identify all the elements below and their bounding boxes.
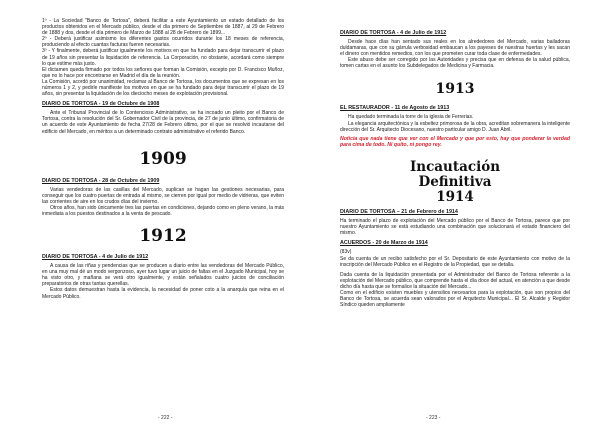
heading-jul-1912: DIARIO DE TORTOSA - 4 de Julio de 1912 <box>42 254 149 261</box>
para-top-5: La Comisión, acordó por unanimidad, reclamar al Banco de Tortosa, los documentos que se expresan en los números 1 y 2, y pedirle manifieste los motivos en que se ha fundado para dejar transcurrir el plazo de 19 años, sin presentar la liquidación de los dieciocho meses de explotación provisional. <box>42 78 284 98</box>
heading-jul-1912-right: DIARIO DE TORTOSA - 4 de Julio de 1912 <box>340 30 447 36</box>
para-1908: Ante el Tribunal Provincial de lo Contencioso Administrativo, se ha incoado un pleito por el Banco de Tortosa, contra la resolución del Sr. Gobernador Civil de la provincia, de 27 de junio último, confirmatoria de un acuerdo de este Ayuntamiento de fecha 27/28 de Febrero último, por el que se resolvió incautarse del edificio del Mercado, en méritos a un determinado contrato administrativo el referido Banco. <box>42 110 284 135</box>
heading-mar-1914: ACUERDOS - 20 de Marzo de 1914 <box>340 240 428 247</box>
heading-oct-1909: DIARIO DE TORTOSA - 28 de Octubre de 1909 <box>42 177 160 184</box>
para-top-2: 2º - Deberá justificar asimismo los diferentes gastos ocurridos durante los 18 meses de referencia, produciendo al efecto cuantas facturas fueren necesarias. <box>42 36 284 49</box>
year-1913: 1913 <box>435 81 475 98</box>
para-feb-1914: Ha terminado el plazo de explotación del Mercado público por el Banco de Tortosa, parece que por nuestro Ayuntamiento se está estudiando una combinación que solucionará el estado financiero del mismo. <box>340 218 570 237</box>
para-1912-2: Estos datos demuestran hasta la evidencia, la necesidad de poner coto a la anarquía que reina en el Mercado Público. <box>42 287 284 300</box>
para-1909-2: Otros años, han sido únicamente tres las puertas en condiciones, dejando como en pleno verano, la más inmediata a los puestos destinados a la venta de pescado. <box>42 204 284 217</box>
incautacion-title-line1: Incautación <box>409 159 501 176</box>
heading-feb-1914: DIARIO DE TORTOSA – 21 de Febrero de 1914 <box>340 209 458 216</box>
para-mar-1914-4: Como en el edificio existen muebles y utensilios necesarios para la explotación, que son propios del Banco de Tortosa, se acuerda sean valorados por el Arquitecto Municipal... El Sr. Alcalde y Regidor Síndico queden ampliamente <box>340 290 570 309</box>
right-page <box>300 0 600 424</box>
para-1913-2: La elegancia arquitectónica y la esbeltez primorosa de la obra, acreditan sobremanera la inteligente dirección del Sr. Arquitecto Diocesano, nuestro particular amigo D. Juan Abril. <box>340 120 570 133</box>
heading-aug-1913: EL RESTAURADOR - 11 de Agosto de 1913 <box>340 105 450 112</box>
page-number-left: - 222 - <box>158 415 173 421</box>
incautacion-title <box>340 160 570 205</box>
para-top-1: 1º - La Sociedad "Banco de Tortosa", deberá facilitar a este Ayuntamiento un estado detallado de los productos obtenidos en el Mercado público, desde el día primero de Septiembre de 1887, al 29 de Febrero de 1888 y dos, desde el día primero de Marzo de 1888 al 28 de Febrero de 1899... <box>42 18 284 37</box>
para-1912-1: A causa de las riñas y pendencias que se producen a diario entre las vendedoras del Mercado Público, en una muy mal dé un modo vergonzoso, ayer tuvo lugar un juicio de faltas en el Juzgado Municipal, hoy se ha visto otro, y mañana se verá otro igualmente, y están señalados cuatro juicios de conciliación preparatorios de otras tantas querellas. <box>42 263 284 288</box>
year-1912: 1912 <box>139 226 187 247</box>
para-1913-1: Ha quedado terminada la torre de la iglesia de Ferrerias. <box>348 114 474 121</box>
red-note: Noticia que nada tiene que ver con el Mercado y que por esto, hay que ponderar la verdad para cima de todo. Ni quito, ni pongo rey. <box>340 135 570 148</box>
year-1909: 1909 <box>139 148 187 169</box>
para-mar-1914-2: Se da cuenta de un recibo satisfecho por el Sr. Depositario de este Ayuntamiento con motivo de la inscripción del Mercado Público en el Registro de la Propiedad, que se detalla. <box>340 255 570 268</box>
para-1912r-1: Desde hace días han sentado sus reales en los alrededores del Mercado, varias bailadoras duldamaras, que con su gárrula verbosidad embaucan a los payeses de nuestras huertas y les sacan el dinero con mentidos remedios, con los que prometen curar toda clase de enfermedades. <box>340 39 570 58</box>
page-number-right: - 223 - <box>426 415 441 421</box>
incautacion-title-line2: Definitiva <box>418 174 492 191</box>
para-mar-1914-3: Dada cuenta de la liquidación presentada por el Administrador del Banco de Tortosa referente a la explotación del Mercado público, que comprende hasta el día doce del actual, en atención a que desde dicho día hasta que se formalice la situación del Mercado... <box>340 271 570 290</box>
heading-oct-1908: DIARIO DE TORTOSA - 19 de Octubre de 1908 <box>42 101 160 108</box>
para-top-4: El dictamen queda firmado por todos los señores que forman la Comisión, excepto por D. Francisco Muñoz, que no lo hace por encontrarse en Madrid el día de la reunión. <box>42 66 284 79</box>
para-1909-1: Varias vendedoras de las casillas del Mercado, suplican se hagan las gestiones necesarias, para conseguir que los cuatro puertas de entrada al mismo, se cierren por igual por medio de vidrieras, que eviten las corrientes de aire en los crudos días del invierno. <box>42 186 284 205</box>
para-mar-1914-1: (83v) <box>340 249 352 256</box>
para-1912r-2: Este abuso debe ser corregido por las Autoridades y precisa que en defensa de la salud pública, tomen cartas en el asunto los Subdelegados de Medicina y Farmacia. <box>340 57 570 70</box>
para-top-3: 3º - Y finalmente, deberá justificar igualmente los motivos en que ha fundado para dejar transcurrir el plazo de 19 años sin presentar la liquidación de referencia. La Corporación, no obstante, acordará como siempre lo que estime más justo. <box>42 48 284 67</box>
incautacion-title-line3: 1914 <box>436 189 474 206</box>
